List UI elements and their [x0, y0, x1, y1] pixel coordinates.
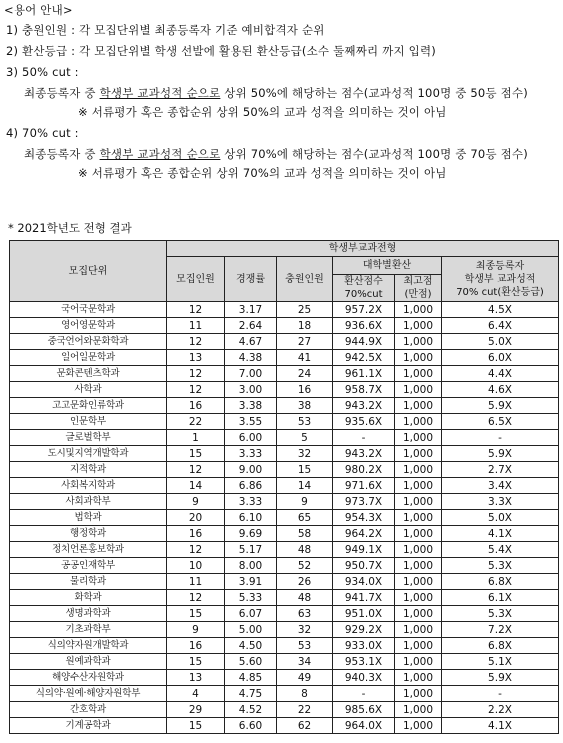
grade-cut-cell: 4.6X: [442, 382, 559, 398]
guide-item-3-note: ※ 서류평가 혹은 종합순위 상위 50%의 교과 성적을 의미하는 것이 아님: [78, 105, 447, 119]
conv-score-cell: 973.7X: [333, 494, 395, 510]
header-conv-score-line-2: 70%cut: [344, 289, 383, 300]
conv-score-cell: 954.3X: [333, 510, 395, 526]
unit-name: 생명과학과: [10, 606, 167, 622]
max-score-cell: 1,000: [395, 302, 442, 318]
fill-cell: 18: [277, 318, 333, 334]
grade-cut-cell: 3.3X: [442, 494, 559, 510]
max-score-cell: 1,000: [395, 510, 442, 526]
quota-cell: 15: [167, 654, 225, 670]
fill-cell: 16: [277, 382, 333, 398]
table-row: [10, 686, 559, 702]
guide-item-4-pre: 최종등록자 중: [24, 147, 100, 161]
max-score-cell: 1,000: [395, 366, 442, 382]
max-score-cell: 1,000: [395, 670, 442, 686]
table-row: [10, 366, 559, 382]
fill-cell: 5: [277, 430, 333, 446]
competition-cell: 4.38: [225, 350, 277, 366]
grade-cut-cell: 7.2X: [442, 622, 559, 638]
header-final-line-1: 최종등록자: [475, 260, 525, 272]
quota-cell: 13: [167, 670, 225, 686]
competition-cell: 3.33: [225, 446, 277, 462]
conv-score-cell: 964.0X: [333, 718, 395, 734]
quota-cell: 9: [167, 494, 225, 510]
guide-heading: <용어 안내>: [4, 3, 73, 17]
fill-cell: 58: [277, 526, 333, 542]
conv-score-cell: 964.2X: [333, 526, 395, 542]
header-conv-score-line-1: 환산점수: [344, 276, 383, 287]
fill-cell: 48: [277, 542, 333, 558]
grade-cut-cell: 4.1X: [442, 526, 559, 542]
table-row: [10, 334, 559, 350]
conv-score-cell: -: [333, 430, 395, 446]
unit-name: 행정학과: [10, 526, 167, 542]
max-score-cell: 1,000: [395, 494, 442, 510]
quota-cell: 12: [167, 382, 225, 398]
grade-cut-cell: 5.9X: [442, 446, 559, 462]
grade-cut-cell: 5.9X: [442, 398, 559, 414]
fill-cell: 63: [277, 606, 333, 622]
header-fill: 충원인원: [277, 257, 333, 302]
grade-cut-cell: 5.0X: [442, 510, 559, 526]
table-row: [10, 494, 559, 510]
guide-item-4-post: 상위 70%에 해당하는 점수(교과성적 100명 중 70등 점수): [220, 147, 528, 161]
header-final-line-3: 70% cut(환산등급): [456, 286, 544, 298]
grade-cut-cell: 2.7X: [442, 462, 559, 478]
table-row: [10, 398, 559, 414]
unit-name: 글로벌학부: [10, 430, 167, 446]
max-score-cell: 1,000: [395, 430, 442, 446]
max-score-cell: 1,000: [395, 638, 442, 654]
grade-cut-cell: -: [442, 686, 559, 702]
unit-name: 공공인재학부: [10, 558, 167, 574]
grade-cut-cell: 5.9X: [442, 670, 559, 686]
fill-cell: 24: [277, 366, 333, 382]
competition-cell: 9.00: [225, 462, 277, 478]
grade-cut-cell: 6.4X: [442, 318, 559, 334]
quota-cell: 22: [167, 414, 225, 430]
header-univ-conv: 대학별환산: [333, 257, 442, 275]
unit-name: 국어국문학과: [10, 302, 167, 318]
table-row: [10, 638, 559, 654]
fill-cell: 8: [277, 686, 333, 702]
competition-cell: 4.67: [225, 334, 277, 350]
results-body: [10, 302, 559, 734]
unit-name: 기계공학과: [10, 718, 167, 734]
fill-cell: 62: [277, 718, 333, 734]
grade-cut-cell: 6.5X: [442, 414, 559, 430]
quota-cell: 12: [167, 462, 225, 478]
max-score-cell: 1,000: [395, 606, 442, 622]
conv-score-cell: 950.7X: [333, 558, 395, 574]
quota-cell: 15: [167, 718, 225, 734]
conv-score-cell: 958.7X: [333, 382, 395, 398]
conv-score-cell: 936.6X: [333, 318, 395, 334]
quota-cell: 10: [167, 558, 225, 574]
unit-name: 문화콘텐츠학과: [10, 366, 167, 382]
competition-cell: 9.69: [225, 526, 277, 542]
fill-cell: 41: [277, 350, 333, 366]
table-row: [10, 462, 559, 478]
table-row: [10, 622, 559, 638]
table-row: [10, 654, 559, 670]
competition-cell: 6.60: [225, 718, 277, 734]
guide-item-4-note: ※ 서류평가 혹은 종합순위 상위 70%의 교과 성적을 의미하는 것이 아님: [78, 166, 447, 180]
header-final-grade: [442, 257, 559, 302]
max-score-cell: 1,000: [395, 542, 442, 558]
unit-name: 정치언론홍보학과: [10, 542, 167, 558]
quota-cell: 12: [167, 366, 225, 382]
fill-cell: 22: [277, 702, 333, 718]
grade-cut-cell: 5.4X: [442, 542, 559, 558]
quota-cell: 12: [167, 590, 225, 606]
fill-cell: 34: [277, 654, 333, 670]
max-score-cell: 1,000: [395, 398, 442, 414]
header-max-line-1: 최고점: [403, 276, 433, 287]
unit-name: 도시및지역개발학과: [10, 446, 167, 462]
fill-cell: 26: [277, 574, 333, 590]
conv-score-cell: 971.6X: [333, 478, 395, 494]
unit-name: 중국언어와문화학과: [10, 334, 167, 350]
unit-name: 사회복지학과: [10, 478, 167, 494]
max-score-cell: 1,000: [395, 558, 442, 574]
conv-score-cell: 942.5X: [333, 350, 395, 366]
conv-score-cell: 961.1X: [333, 366, 395, 382]
grade-cut-cell: 5.3X: [442, 606, 559, 622]
competition-cell: 5.33: [225, 590, 277, 606]
quota-cell: 15: [167, 606, 225, 622]
unit-name: 인문학부: [10, 414, 167, 430]
conv-score-cell: -: [333, 686, 395, 702]
section-title: * 2021학년도 전형 결과: [8, 221, 132, 235]
grade-cut-cell: 5.1X: [442, 654, 559, 670]
competition-cell: 3.38: [225, 398, 277, 414]
max-score-cell: 1,000: [395, 702, 442, 718]
competition-cell: 4.85: [225, 670, 277, 686]
competition-cell: 5.60: [225, 654, 277, 670]
grade-cut-cell: 4.1X: [442, 718, 559, 734]
unit-name: 고고문화인류학과: [10, 398, 167, 414]
max-score-cell: 1,000: [395, 382, 442, 398]
table-row: [10, 558, 559, 574]
header-final-line-2: 학생부 교과성적: [464, 273, 536, 285]
table-row: [10, 430, 559, 446]
table-row: [10, 510, 559, 526]
max-score-cell: 1,000: [395, 350, 442, 366]
grade-cut-cell: 6.8X: [442, 574, 559, 590]
max-score-cell: 1,000: [395, 462, 442, 478]
conv-score-cell: 951.0X: [333, 606, 395, 622]
guide-item-3-post: 상위 50%에 해당하는 점수(교과성적 100명 중 50등 점수): [220, 86, 528, 100]
fill-cell: 52: [277, 558, 333, 574]
fill-cell: 65: [277, 510, 333, 526]
table-row: [10, 526, 559, 542]
competition-cell: 3.91: [225, 574, 277, 590]
conv-score-cell: 940.3X: [333, 670, 395, 686]
unit-name: 기초과학부: [10, 622, 167, 638]
grade-cut-cell: 5.3X: [442, 558, 559, 574]
competition-cell: 5.00: [225, 622, 277, 638]
unit-name: 법학과: [10, 510, 167, 526]
fill-cell: 15: [277, 462, 333, 478]
max-score-cell: 1,000: [395, 654, 442, 670]
unit-name: 지적학과: [10, 462, 167, 478]
conv-score-cell: 957.2X: [333, 302, 395, 318]
fill-cell: 27: [277, 334, 333, 350]
table-row: [10, 478, 559, 494]
guide-item-2: 2) 환산등급 : 각 모집단위별 학생 선발에 활용된 환산등급(소수 둘째짜리 까지 입력): [6, 44, 436, 58]
grade-cut-cell: 5.0X: [442, 334, 559, 350]
quota-cell: 29: [167, 702, 225, 718]
fill-cell: 49: [277, 670, 333, 686]
quota-cell: 16: [167, 526, 225, 542]
fill-cell: 53: [277, 414, 333, 430]
competition-cell: 8.00: [225, 558, 277, 574]
quota-cell: 14: [167, 478, 225, 494]
table-row: [10, 318, 559, 334]
table-row: [10, 542, 559, 558]
max-score-cell: 1,000: [395, 526, 442, 542]
unit-name: 영어영문학과: [10, 318, 167, 334]
quota-cell: 11: [167, 574, 225, 590]
fill-cell: 53: [277, 638, 333, 654]
table-row: [10, 446, 559, 462]
guide-item-4-text: [24, 146, 528, 162]
table-row: [10, 606, 559, 622]
guide-item-3-underline: 학생부 교과성적 순으로: [99, 86, 221, 100]
unit-name: 사회과학부: [10, 494, 167, 510]
competition-cell: 4.52: [225, 702, 277, 718]
unit-name: 사학과: [10, 382, 167, 398]
competition-cell: 7.00: [225, 366, 277, 382]
max-score-cell: 1,000: [395, 334, 442, 350]
unit-name: 식의약·원예·해양자원학부: [10, 686, 167, 702]
competition-cell: 5.17: [225, 542, 277, 558]
conv-score-cell: 943.2X: [333, 398, 395, 414]
competition-cell: 6.86: [225, 478, 277, 494]
quota-cell: 13: [167, 350, 225, 366]
header-unit: 모집단위: [10, 241, 167, 302]
header-competition: 경쟁률: [225, 257, 277, 302]
conv-score-cell: 933.0X: [333, 638, 395, 654]
max-score-cell: 1,000: [395, 446, 442, 462]
conv-score-cell: 941.7X: [333, 590, 395, 606]
unit-name: 원예과학과: [10, 654, 167, 670]
table-row: [10, 414, 559, 430]
header-conv-score: [333, 275, 395, 302]
quota-cell: 20: [167, 510, 225, 526]
max-score-cell: 1,000: [395, 590, 442, 606]
guide-item-4-underline: 학생부 교과성적 순으로: [99, 147, 221, 161]
competition-cell: 4.50: [225, 638, 277, 654]
unit-name: 화학과: [10, 590, 167, 606]
competition-cell: 3.17: [225, 302, 277, 318]
quota-cell: 16: [167, 638, 225, 654]
max-score-cell: 1,000: [395, 478, 442, 494]
competition-cell: 6.00: [225, 430, 277, 446]
conv-score-cell: 944.9X: [333, 334, 395, 350]
table-row: [10, 590, 559, 606]
header-group: 학생부교과전형: [167, 241, 559, 257]
table-row: [10, 718, 559, 734]
grade-cut-cell: 2.2X: [442, 702, 559, 718]
grade-cut-cell: -: [442, 430, 559, 446]
fill-cell: 32: [277, 622, 333, 638]
table-row: [10, 702, 559, 718]
max-score-cell: 1,000: [395, 718, 442, 734]
quota-cell: 12: [167, 542, 225, 558]
grade-cut-cell: 3.4X: [442, 478, 559, 494]
conv-score-cell: 980.2X: [333, 462, 395, 478]
table-row: [10, 350, 559, 366]
conv-score-cell: 929.2X: [333, 622, 395, 638]
quota-cell: 11: [167, 318, 225, 334]
quota-cell: 12: [167, 334, 225, 350]
quota-cell: 16: [167, 398, 225, 414]
table-row: [10, 574, 559, 590]
competition-cell: 3.55: [225, 414, 277, 430]
grade-cut-cell: 6.1X: [442, 590, 559, 606]
competition-cell: 6.07: [225, 606, 277, 622]
guide-item-3-text: [24, 85, 528, 101]
competition-cell: 2.64: [225, 318, 277, 334]
fill-cell: 9: [277, 494, 333, 510]
fill-cell: 32: [277, 446, 333, 462]
quota-cell: 12: [167, 302, 225, 318]
unit-name: 식의약자원개발학과: [10, 638, 167, 654]
table-row: [10, 382, 559, 398]
conv-score-cell: 953.1X: [333, 654, 395, 670]
admission-results-table: [9, 240, 559, 734]
table-row: [10, 670, 559, 686]
table-row: [10, 302, 559, 318]
max-score-cell: 1,000: [395, 318, 442, 334]
unit-name: 물리학과: [10, 574, 167, 590]
guide-item-3-title: 3) 50% cut :: [6, 65, 79, 79]
quota-cell: 9: [167, 622, 225, 638]
competition-cell: 3.00: [225, 382, 277, 398]
header-max-line-2: (만점): [404, 289, 432, 300]
competition-cell: 3.33: [225, 494, 277, 510]
fill-cell: 38: [277, 398, 333, 414]
guide-item-1: 1) 충원인원 : 각 모집단위별 최종등록자 기준 예비합격자 순위: [6, 23, 325, 37]
header-quota: 모집인원: [167, 257, 225, 302]
quota-cell: 4: [167, 686, 225, 702]
header-max: [395, 275, 442, 302]
max-score-cell: 1,000: [395, 414, 442, 430]
grade-cut-cell: 6.8X: [442, 638, 559, 654]
fill-cell: 48: [277, 590, 333, 606]
conv-score-cell: 949.1X: [333, 542, 395, 558]
quota-cell: 15: [167, 446, 225, 462]
conv-score-cell: 935.6X: [333, 414, 395, 430]
quota-cell: 1: [167, 430, 225, 446]
guide-item-3-pre: 최종등록자 중: [24, 86, 100, 100]
unit-name: 해양수산자원학과: [10, 670, 167, 686]
max-score-cell: 1,000: [395, 622, 442, 638]
grade-cut-cell: 4.5X: [442, 302, 559, 318]
conv-score-cell: 943.2X: [333, 446, 395, 462]
max-score-cell: 1,000: [395, 574, 442, 590]
guide-item-4-title: 4) 70% cut :: [6, 126, 79, 140]
competition-cell: 4.75: [225, 686, 277, 702]
grade-cut-cell: 6.0X: [442, 350, 559, 366]
fill-cell: 14: [277, 478, 333, 494]
unit-name: 일어일문학과: [10, 350, 167, 366]
fill-cell: 25: [277, 302, 333, 318]
conv-score-cell: 934.0X: [333, 574, 395, 590]
max-score-cell: 1,000: [395, 686, 442, 702]
conv-score-cell: 985.6X: [333, 702, 395, 718]
grade-cut-cell: 4.4X: [442, 366, 559, 382]
competition-cell: 6.10: [225, 510, 277, 526]
unit-name: 간호학과: [10, 702, 167, 718]
